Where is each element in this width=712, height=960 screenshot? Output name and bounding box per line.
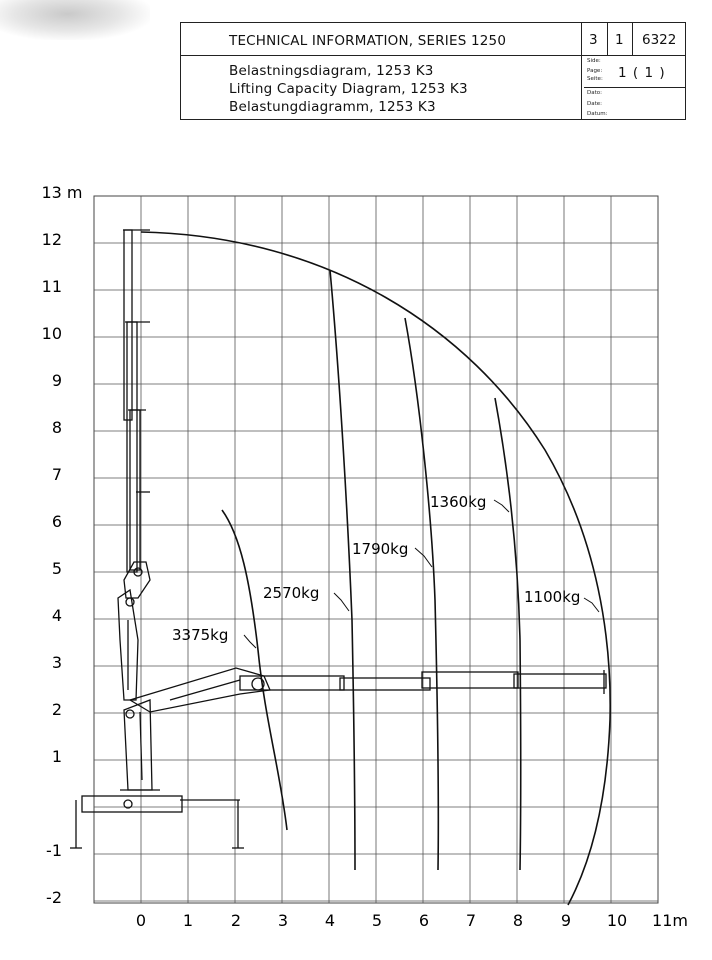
y-tick-label: 5 [51, 559, 62, 578]
column-pin [126, 710, 134, 718]
x-tick-label: 6 [418, 911, 430, 930]
load-line-2570kg [330, 270, 355, 870]
leader-1100kg [584, 598, 599, 612]
leader-2570kg [334, 593, 349, 611]
date-label: Date: [587, 101, 602, 107]
y-tick-label: 2 [51, 700, 62, 719]
leader-1790kg [415, 548, 432, 567]
leader-1360kg [494, 500, 509, 512]
y-tick-label: 8 [51, 418, 62, 437]
seite-label: Seite: [587, 76, 603, 82]
x-tick-label: 5 [371, 911, 383, 930]
side-label: Side: [587, 58, 601, 64]
x-tick-label: 9 [560, 911, 572, 930]
datum-label: Datum: [587, 111, 608, 117]
outer-reach-curve [141, 232, 610, 905]
inner-boom-pin [126, 598, 134, 606]
page-label: Page: [587, 68, 603, 74]
y-tick-label: 9 [51, 371, 62, 390]
load-line-1790kg [405, 318, 438, 870]
load-label-2570kg: 2570kg [263, 584, 320, 602]
x-axis-unit-label: 11m [652, 911, 688, 930]
load-label-3375kg: 3375kg [172, 626, 229, 644]
subtitle-line-3: Belastungdiagramm, 1253 K3 [229, 99, 436, 115]
x-tick-label: 1 [182, 911, 194, 930]
load-label-1360kg: 1360kg [430, 493, 487, 511]
telescope-section-4 [514, 674, 606, 688]
crane-column [124, 700, 152, 790]
y-tick-label: 4 [51, 606, 62, 625]
x-tick-label: 0 [135, 911, 147, 930]
subtitle-line-2: Lifting Capacity Diagram, 1253 K3 [229, 81, 468, 97]
code-a: 3 [589, 32, 598, 48]
load-line-3375kg [222, 510, 287, 830]
code-b: 1 [615, 32, 624, 48]
y-tick-label: 7 [51, 465, 62, 484]
load-label-1100kg: 1100kg [524, 588, 581, 606]
load-label-1790kg: 1790kg [352, 540, 409, 558]
page-number: 1 ( 1 ) [618, 65, 666, 81]
y-tick-label: 12 [41, 230, 62, 249]
leader-3375kg [244, 635, 256, 648]
x-tick-label: 3 [277, 911, 289, 930]
dato-label: Dato: [587, 90, 602, 96]
y-tick-label: -2 [46, 888, 62, 907]
crane-drawing [70, 230, 606, 848]
vertical-boom-extension [124, 230, 132, 420]
document-number: 6322 [642, 32, 677, 48]
y-tick-label: 1 [51, 747, 62, 766]
x-tick-label: 8 [512, 911, 524, 930]
y-tick-label: 11 [41, 277, 62, 296]
x-tick-label: 7 [465, 911, 477, 930]
vertical-outer-boom [130, 410, 140, 570]
document-title: TECHNICAL INFORMATION, SERIES 1250 [229, 33, 507, 49]
x-tick-label: 4 [324, 911, 336, 930]
x-tick-label: 2 [230, 911, 242, 930]
boom-cylinder [170, 680, 240, 700]
y-tick-label: 10 [41, 324, 62, 343]
y-tick-label: -1 [46, 841, 62, 860]
subtitle-line-1: Belastningsdiagram, 1253 K3 [229, 63, 434, 79]
x-tick-label: 10 [606, 911, 628, 930]
y-axis-unit-label: 13 m [41, 183, 83, 202]
y-tick-label: 3 [51, 653, 62, 672]
y-tick-label: 6 [51, 512, 62, 531]
